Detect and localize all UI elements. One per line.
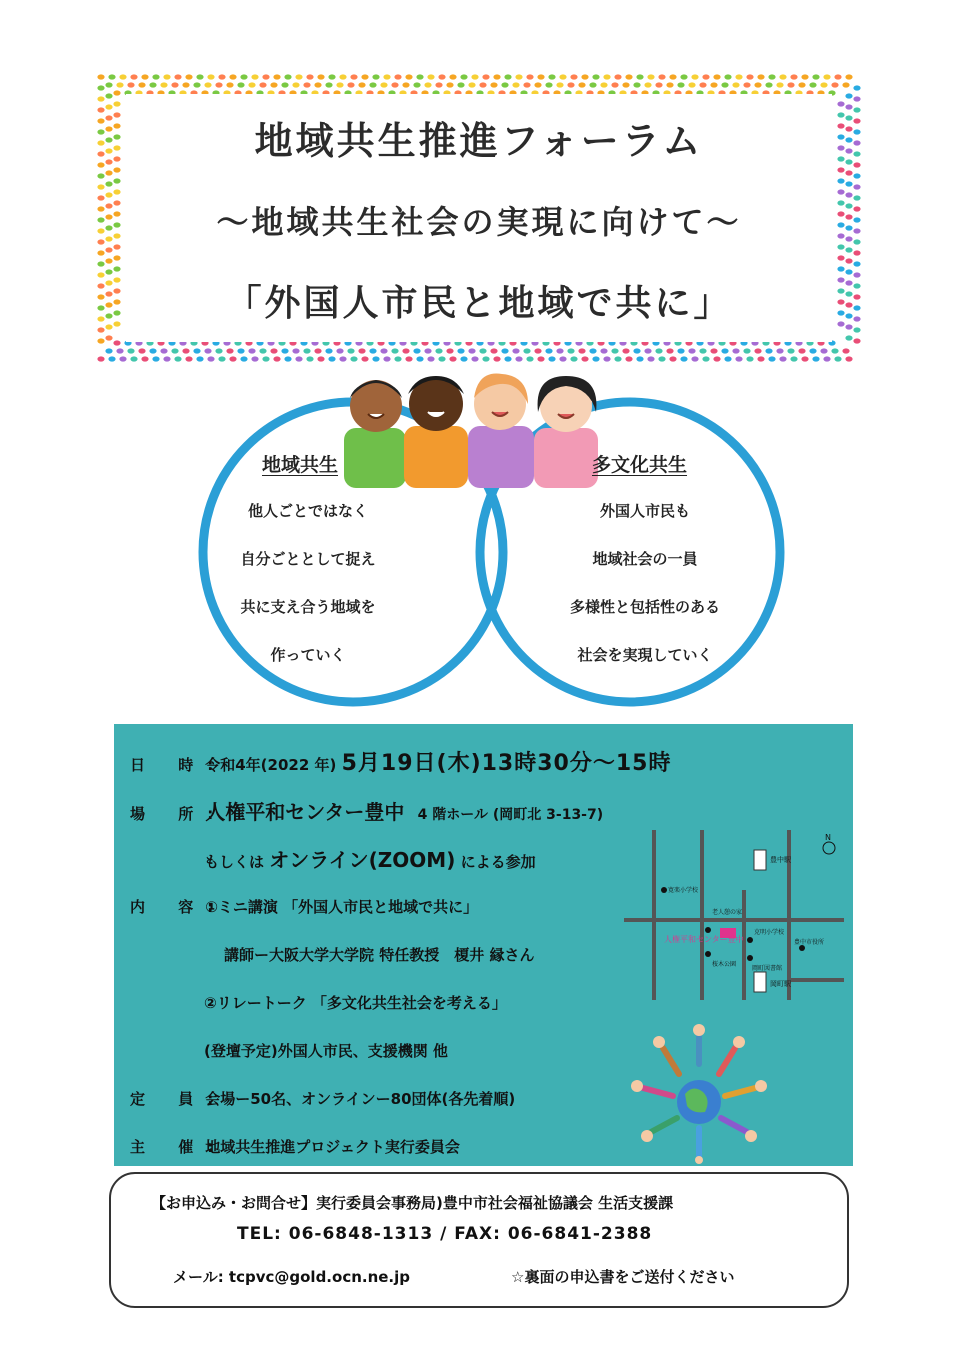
map-label: 桜木公園 [712, 961, 737, 968]
left-circle-line: 共に支え合う地域を [240, 598, 376, 616]
venue-row [130, 796, 603, 825]
right-circle-line: 社会を実現していく [577, 646, 713, 664]
capacity-label: 定 員: [130, 1090, 228, 1108]
host-label: 主 催: [130, 1138, 228, 1156]
capacity-value: 会場ー50名、オンラインー80団体(各先着順) [205, 1090, 516, 1108]
contact-email[interactable]: メール: tcpvc@gold.ocn.ne.jp [173, 1268, 411, 1286]
capacity-row [130, 1088, 515, 1109]
subtitle: 〜地域共生社会の実現に向けて〜 [216, 203, 742, 241]
online-main: オンライン(ZOOM) [269, 848, 456, 872]
datetime-label: 日 時: [130, 756, 228, 774]
right-circle-line: 外国人市民も [599, 502, 691, 520]
globe-illustration [629, 1024, 769, 1164]
lecturer-row: 講師ー大阪大学大学院 特任教授 榎井 縁さん [224, 946, 535, 964]
content-row [130, 896, 478, 917]
map-label: 寛楽小学校 [668, 887, 699, 894]
host-value: 地域共生推進プロジェクト実行委員会 [205, 1138, 460, 1156]
online-suffix: による参加 [460, 853, 536, 871]
right-circle-line: 地域社会の一員 [592, 550, 698, 568]
left-circle-heading: 地域共生 [262, 454, 339, 476]
map-label: 岡町図書館 [752, 965, 783, 972]
datetime-row [130, 746, 671, 777]
left-circle-line: 他人ごとではなく [247, 502, 369, 520]
venue-label: 場 所: [130, 805, 228, 823]
speakers-row: (登壇予定)外国人市民、支援機関 他 [204, 1042, 448, 1060]
venn-diagram [190, 380, 790, 720]
main-title: 地域共生推進フォーラム [254, 119, 704, 163]
content-item-2: ②リレートーク 「多文化共生社会を考える」 [204, 994, 507, 1012]
contact-phone-fax: TEL: 06-6848-1313 / FAX: 06-6841-2388 [237, 1224, 653, 1244]
datetime-prefix: 令和4年(2022 年) [205, 756, 337, 774]
online-prefix: もしくは [204, 853, 265, 871]
venue-sub: 4 階ホール (岡町北 3-13-7) [417, 807, 604, 823]
access-map [624, 830, 844, 1010]
map-center-label: 人権平和センター豊中 [664, 935, 744, 944]
contact-box [109, 1172, 849, 1308]
title-frame [96, 72, 862, 364]
map-label: 豊中駅 [770, 856, 791, 864]
map-label: 老人憩の家 [712, 909, 743, 916]
event-details-panel [114, 724, 853, 1166]
content-label: 内 容: [130, 898, 228, 916]
map-label: 豊中市役所 [794, 939, 825, 946]
right-circle-line: 多様性と包括性のある [569, 598, 721, 616]
map-label: 克明小学校 [754, 929, 785, 936]
left-circle-line: 自分ごととして捉え [240, 550, 376, 568]
contact-note: ☆裏面の申込書をご送付ください [511, 1268, 735, 1286]
map-label: 岡町駅 [770, 980, 791, 988]
map-north: N [825, 833, 831, 842]
datetime-main: 5月19日(木)13時30分〜15時 [341, 751, 672, 776]
content-item-1: ①ミニ講演 「外国人市民と地域で共に」 [205, 898, 479, 916]
people-illustration [338, 368, 608, 488]
contact-heading: 【お申込み・お問合せ】実行委員会事務局)豊中市社会福祉協議会 生活支援課 [151, 1194, 674, 1212]
title-block [126, 94, 832, 342]
theme-title: 「外国人市民と地域で共に」 [225, 283, 733, 324]
venue-main: 人権平和センター豊中 [205, 800, 405, 824]
left-circle-line: 作っていく [270, 646, 346, 664]
right-circle-heading: 多文化共生 [592, 454, 688, 476]
online-row [204, 844, 536, 873]
host-row [130, 1136, 460, 1157]
